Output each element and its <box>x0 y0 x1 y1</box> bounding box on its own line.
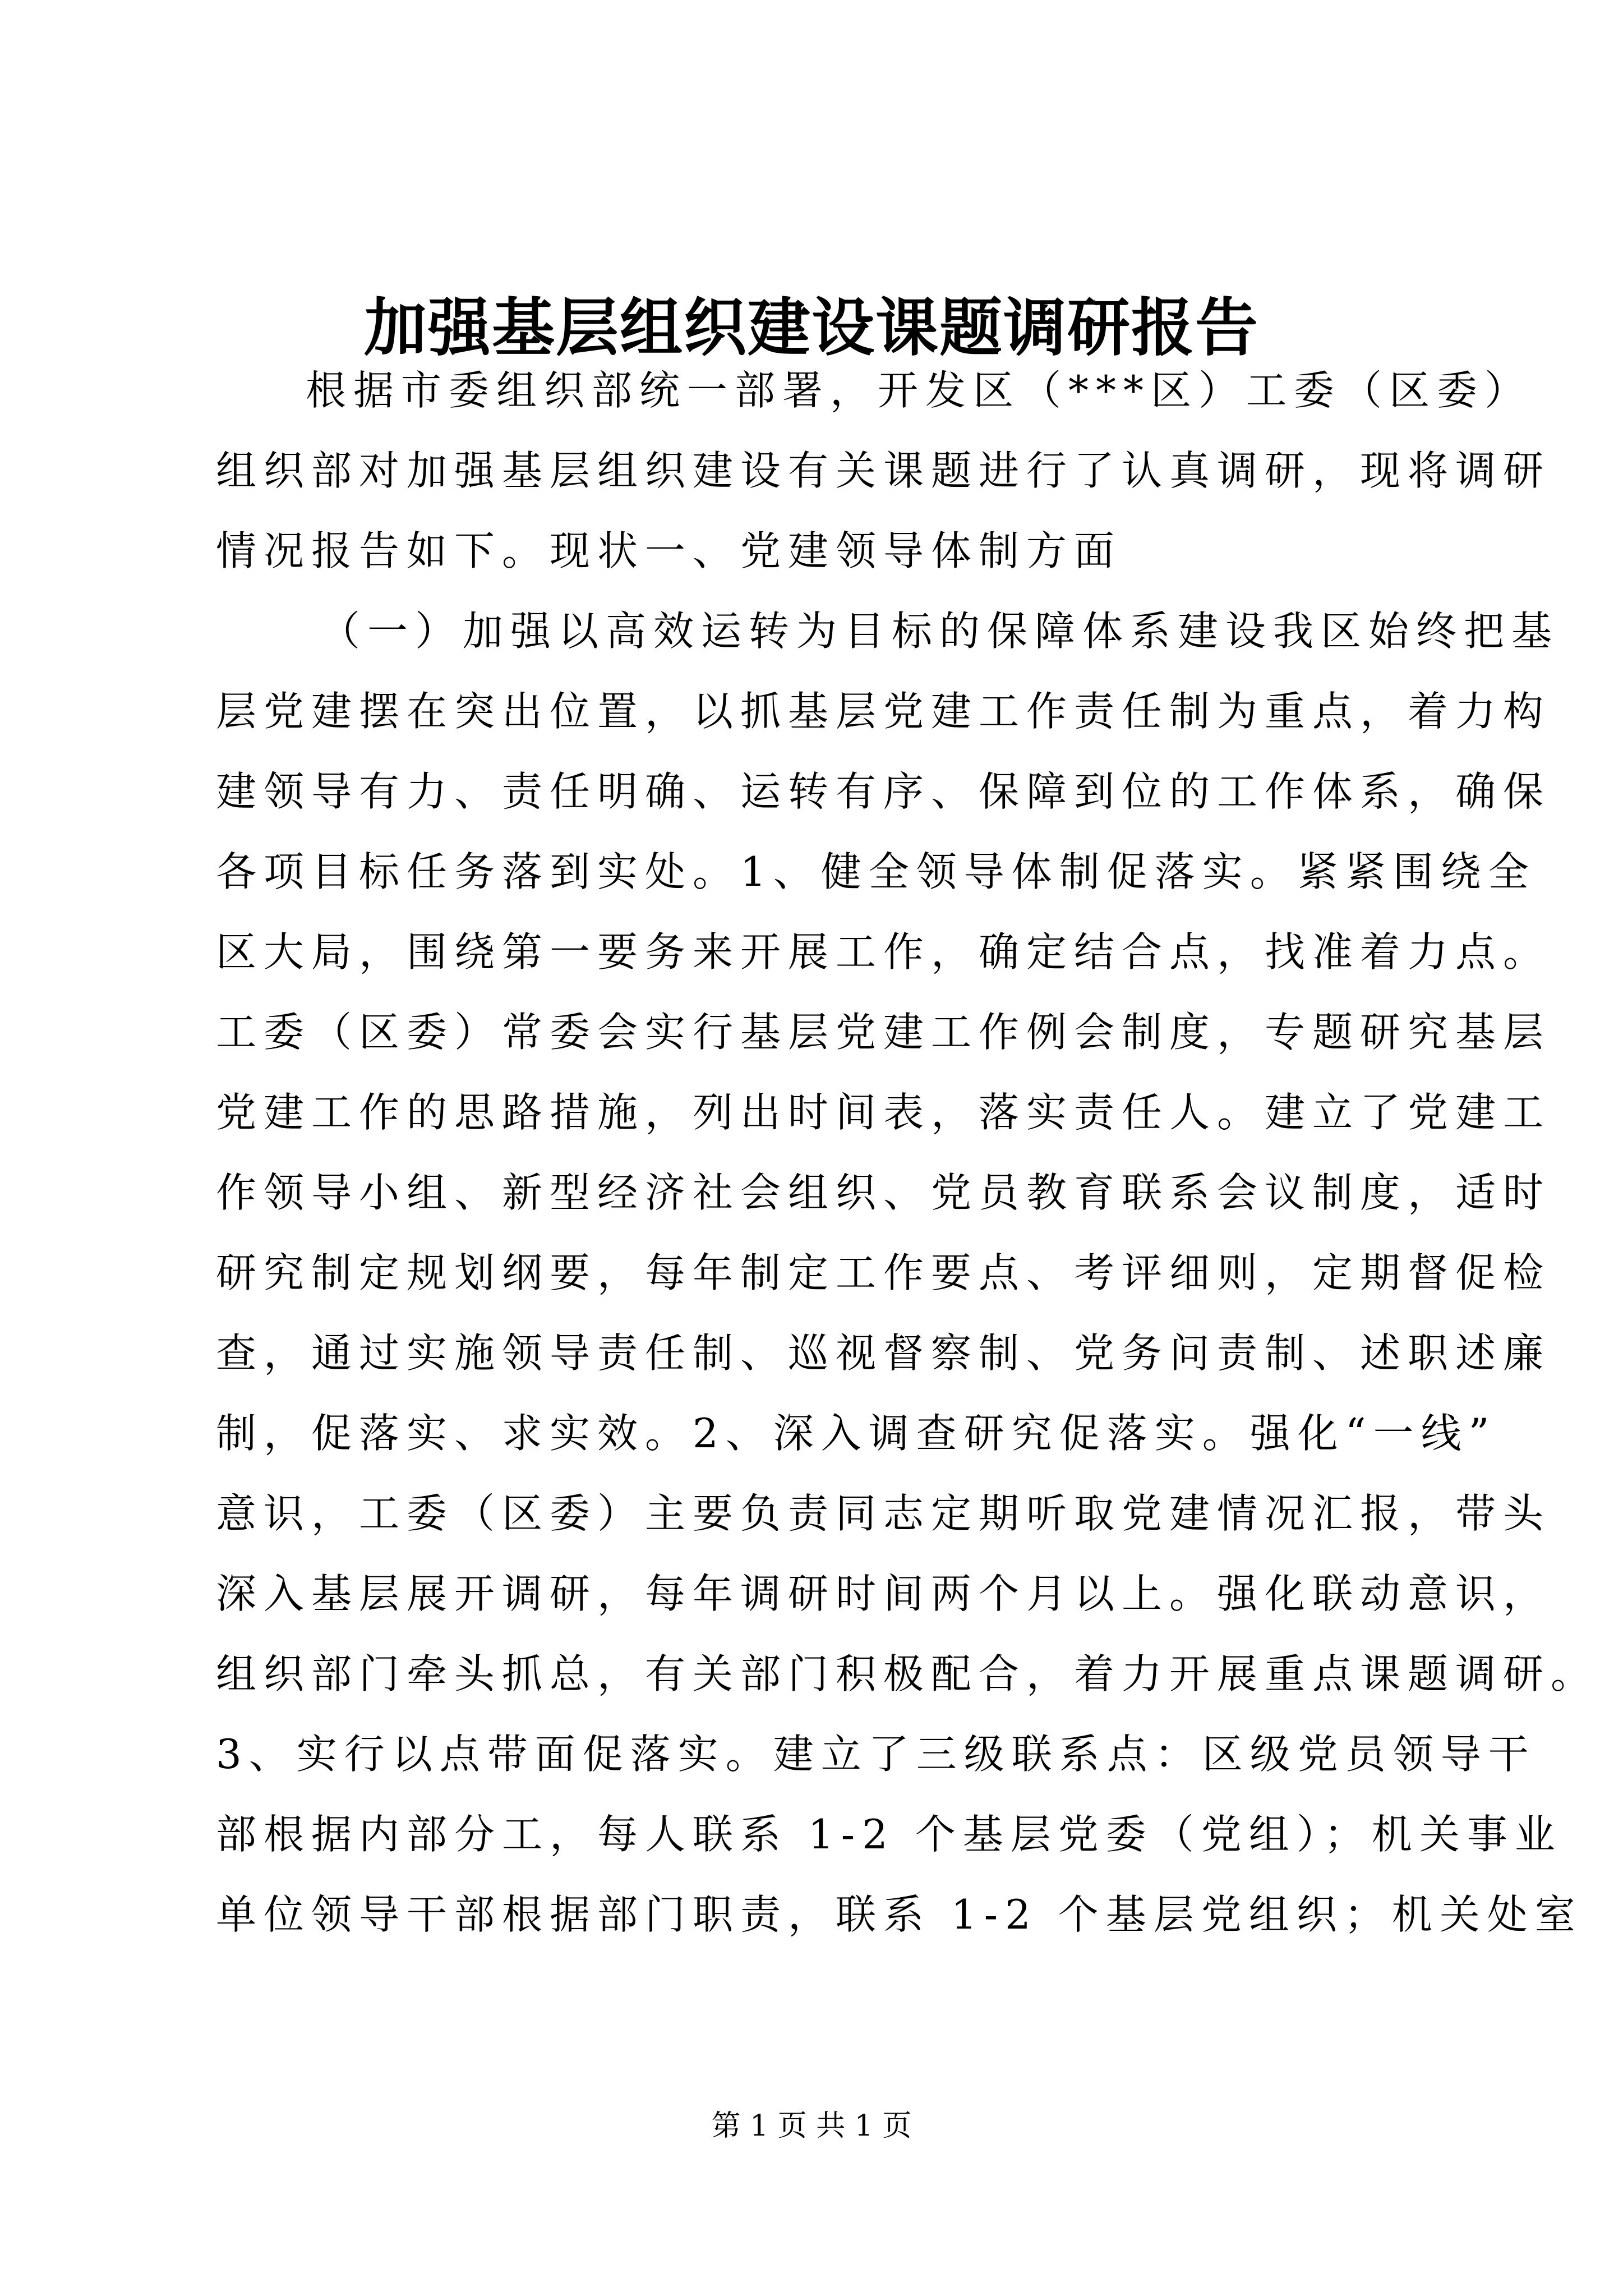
paragraph-line: 研究制定规划纲要，每年制定工作要点、考评细则，定期督促检 <box>216 1249 1551 1296</box>
paragraph-line: 建领导有力、责任明确、运转有序、保障到位的工作体系，确保 <box>216 768 1551 815</box>
paragraph-line: 党建工作的思路措施，列出时间表，落实责任人。建立了党建工 <box>216 1089 1551 1136</box>
paragraph-line: 部根据内部分工，每人联系 1-2 个基层党委（党组）；机关事业 <box>216 1811 1562 1858</box>
paragraph-line: 区大局，围绕第一要务来开展工作，确定结合点，找准着力点。 <box>216 928 1551 976</box>
page-footer: 第 1 页 共 1 页 <box>711 2109 912 2143</box>
document-body <box>216 351 1599 1955</box>
paragraph-line: 3、实行以点带面促落实。建立了三级联系点：区级党员领导干 <box>216 1731 1536 1778</box>
paragraph-line: 制，促落实、求实效。2、深入调查研究促落实。强化“一线” <box>216 1410 1497 1457</box>
paragraph-line: 各项目标任务落到实处。1、健全领导体制促落实。紧紧围绕全 <box>216 848 1536 895</box>
paragraph-line: 情况报告如下。现状一、党建领导体制方面 <box>216 527 1122 574</box>
paragraph-line: 层党建摆在突出位置，以抓基层党建工作责任制为重点，着力构 <box>216 688 1551 735</box>
paragraph-line: 意识，工委（区委）主要负责同志定期听取党建情况汇报，带头 <box>216 1490 1551 1537</box>
paragraph-line: 深入基层展开调研，每年调研时间两个月以上。强化联动意识， <box>216 1570 1551 1617</box>
paragraph-line: 组织部对加强基层组织建设有关课题进行了认真调研，现将调研 <box>216 447 1551 494</box>
paragraph-line: 单位领导干部根据部门职责，联系 1-2 个基层党组织；机关处室 <box>216 1891 1583 1938</box>
paragraph-line: （一）加强以高效运转为目标的保障体系建设我区始终把基 <box>320 608 1560 655</box>
paragraph-line: 组织部门牵头抓总，有关部门积极配合，着力开展重点课题调研。 <box>216 1650 1599 1697</box>
paragraph-line: 工委（区委）常委会实行基层党建工作例会制度，专题研究基层 <box>216 1009 1551 1056</box>
paragraph-line: 作领导小组、新型经济社会组织、党员教育联系会议制度，适时 <box>216 1169 1551 1216</box>
paragraph-line: 查，通过实施领导责任制、巡视督察制、党务问责制、述职述廉 <box>216 1329 1551 1377</box>
document-title: 加强基层组织建设课题调研报告 <box>364 291 1259 365</box>
paragraph-line: 根据市委组织部统一部署，开发区（***区）工委（区委） <box>306 367 1533 414</box>
